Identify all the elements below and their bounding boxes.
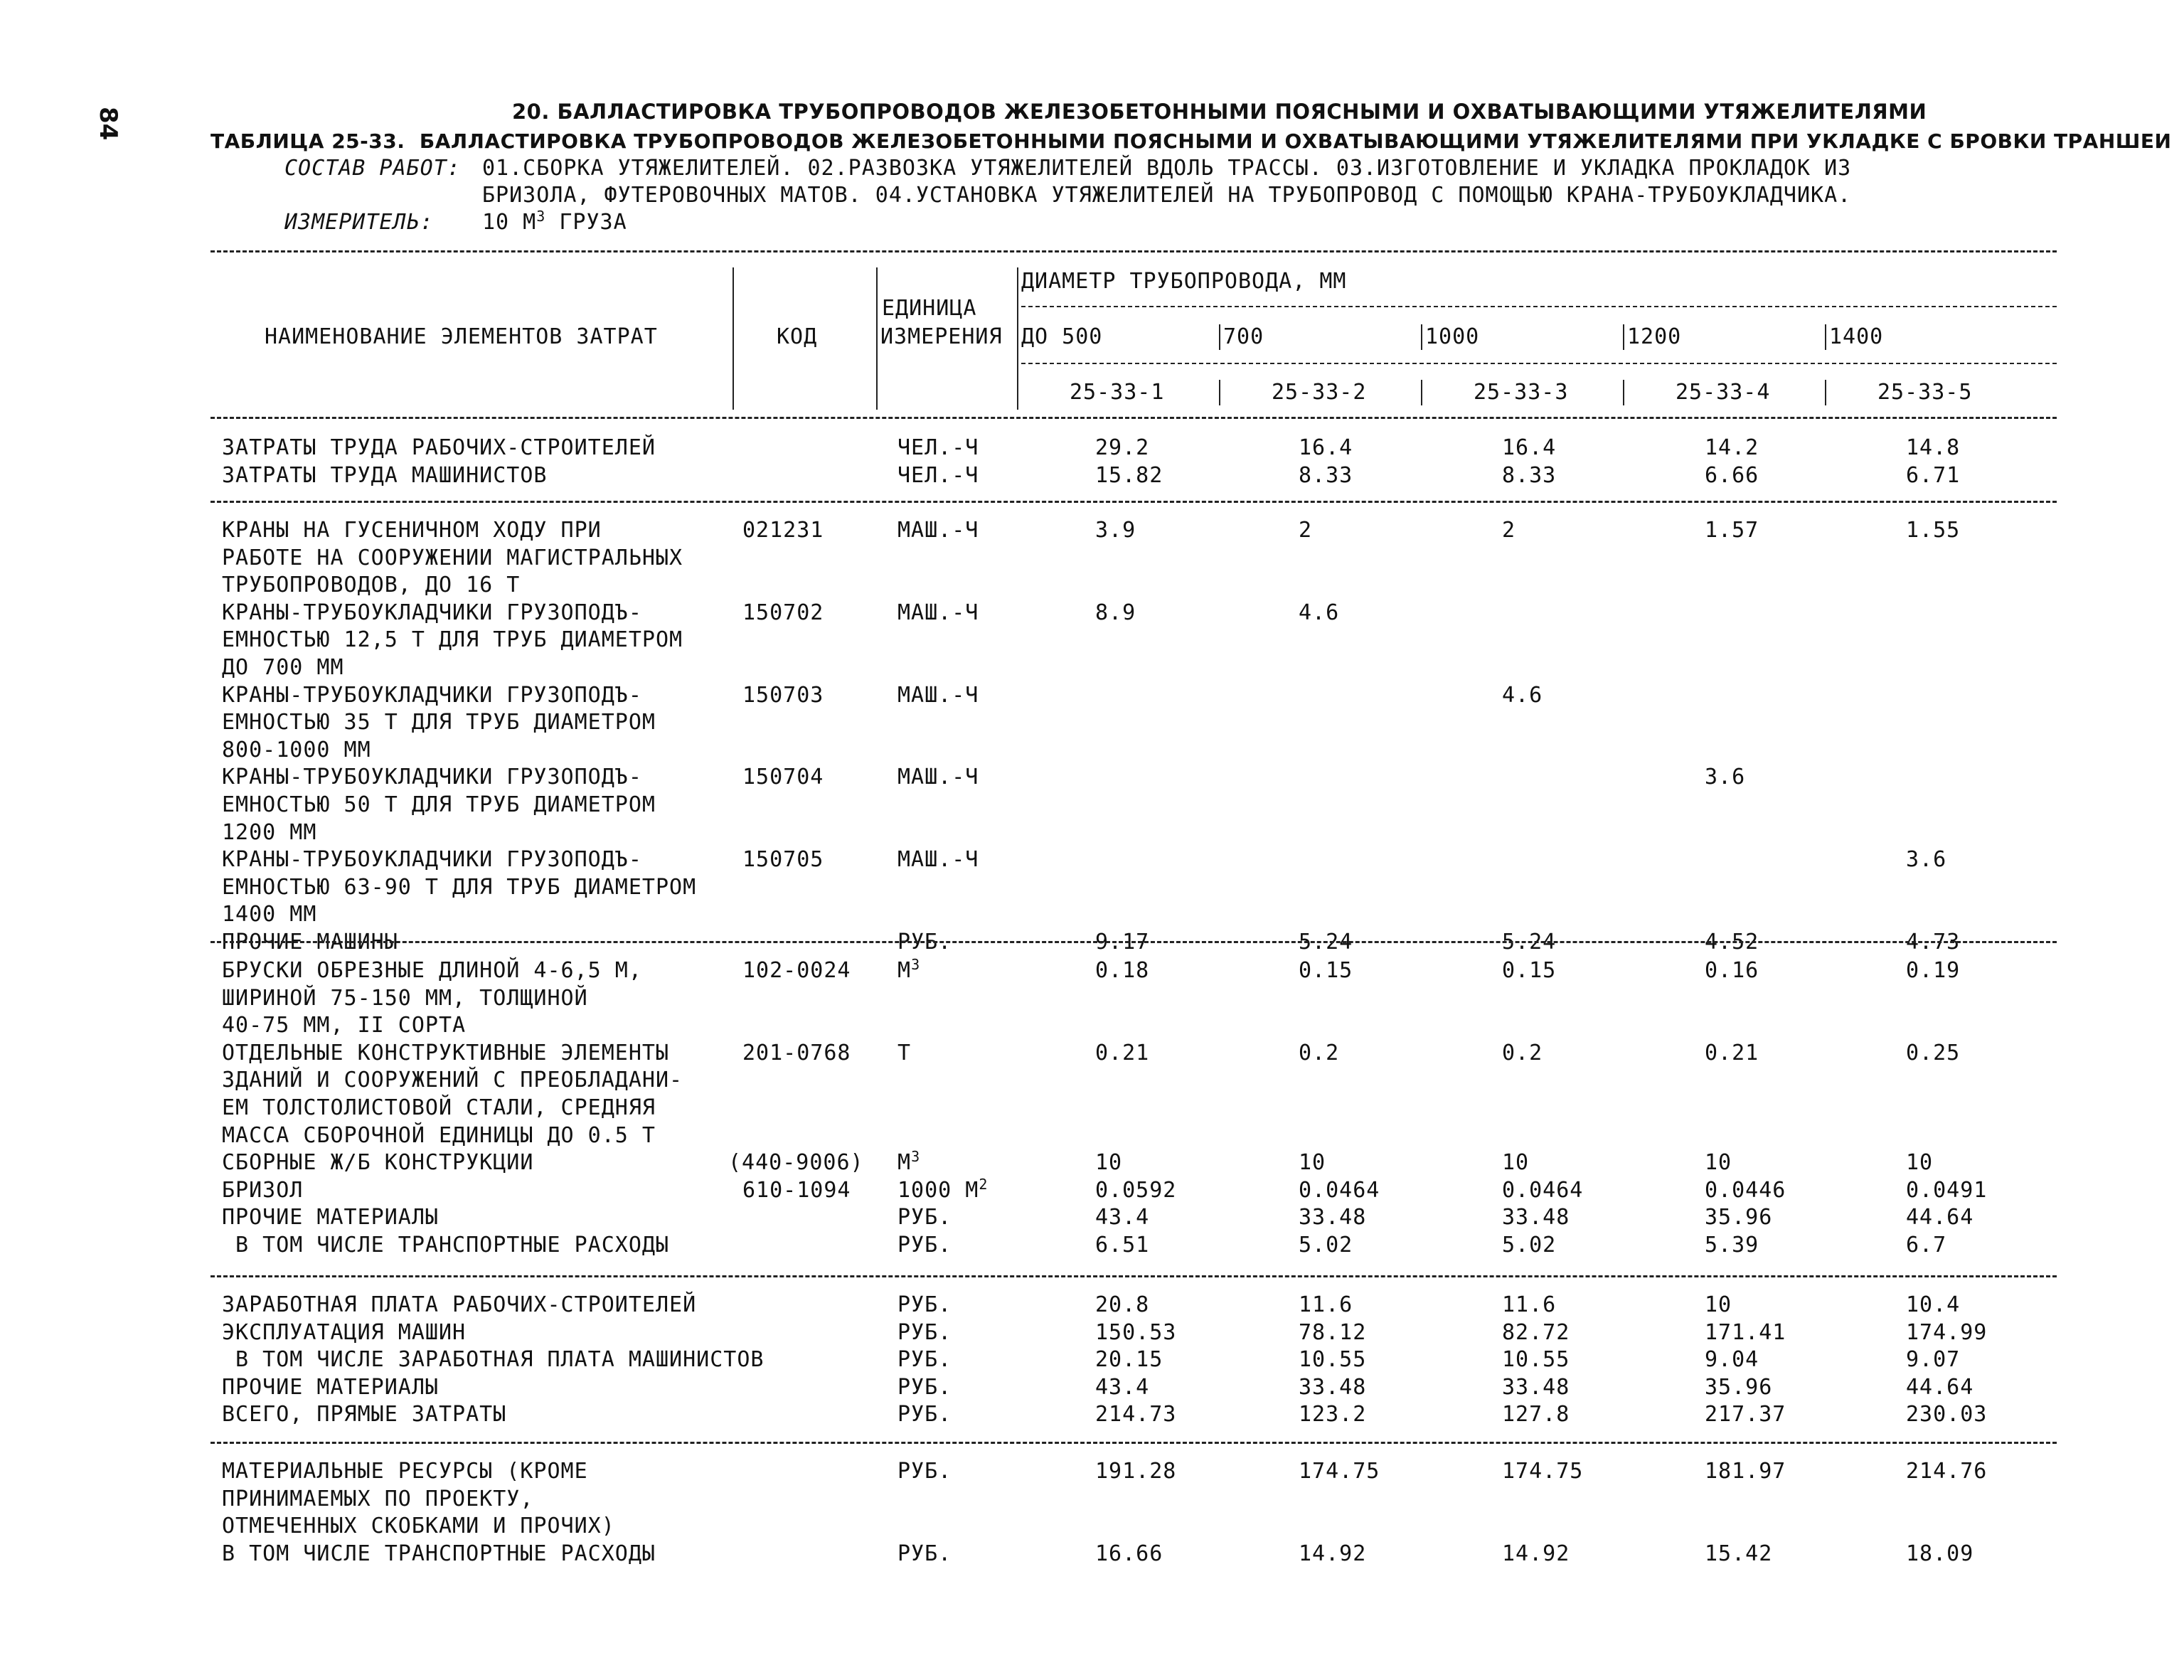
row-value: 16.66 (1095, 1541, 1163, 1566)
row-value: 8.33 (1299, 462, 1353, 488)
header-code-2: 25-33-3 (1474, 380, 1569, 405)
rule-top (211, 250, 2057, 252)
row-value: 10.55 (1502, 1347, 1570, 1373)
row-value: 214.73 (1095, 1402, 1177, 1428)
table-title: ТАБЛИЦА 25-33. БАЛЛАСТИРОВКА ТРУБОПРОВОДОВ ЖЕЛЕЗОБЕТОННЫМИ ПОЯСНЫМИ И ОХВАТЫВАЮЩИМИ УТЯЖЕЛИТЕЛЯМИ ПРИ УКЛАДКЕ С БРОВКИ ТРАНШЕИ (211, 129, 2172, 153)
diameter-divider (1421, 324, 1422, 350)
row-value: 44.64 (1906, 1205, 1974, 1230)
row-code: 102-0024 (742, 958, 851, 983)
row-unit: $М^3$ (897, 956, 921, 983)
row-value: 214.76 (1906, 1459, 1988, 1484)
col-divider-name (733, 267, 734, 410)
row-name: ОТМЕЧЕННЫХ СКОБКАМИ И ПРОЧИХ) (222, 1514, 615, 1539)
row-value: 82.72 (1502, 1319, 1570, 1345)
row-name: ЕМ ТОЛСТОЛИСТОВОЙ СТАЛИ, СРЕДНЯЯ (222, 1095, 656, 1120)
row-name: МАССА СБОРОЧНОЙ ЕДИНИЦЫ ДО 0.5 Т (222, 1122, 656, 1148)
composition-label: СОСТАВ РАБОТ: (284, 156, 461, 181)
code-divider (1623, 380, 1624, 405)
row-value: 0.2 (1299, 1040, 1340, 1065)
row-value: 20.8 (1095, 1292, 1150, 1317)
row-name: КРАНЫ-ТРУБОУКЛАДЧИКИ ГРУЗОПОДЪ- (222, 600, 642, 625)
row-value: 33.48 (1299, 1374, 1367, 1400)
row-value: 0.15 (1502, 958, 1557, 983)
row-value: 11.6 (1299, 1292, 1353, 1317)
row-unit: РУБ. (897, 1233, 952, 1258)
row-value: 5.24 (1502, 930, 1557, 955)
row-value: 6.51 (1095, 1233, 1150, 1258)
group-divider (211, 941, 2057, 943)
row-value: 174.99 (1906, 1319, 1988, 1345)
row-code: 021231 (742, 518, 824, 543)
row-name: ШИРИНОЙ 75-150 ММ, ТОЛЩИНОЙ (222, 985, 588, 1011)
row-value: 10.4 (1906, 1292, 1961, 1317)
header-code-1: 25-33-2 (1272, 380, 1367, 405)
row-value: 171.41 (1705, 1319, 1786, 1345)
row-value: 33.48 (1299, 1205, 1367, 1230)
col-divider-code (876, 267, 878, 410)
row-value: 10 (1502, 1150, 1530, 1176)
header-code: КОД (777, 324, 818, 349)
row-value: 174.75 (1299, 1459, 1380, 1484)
row-unit: МАШ.-Ч (897, 765, 979, 790)
row-code: (440-9006) (728, 1150, 864, 1176)
row-value: 0.18 (1095, 958, 1150, 983)
row-value: 3.6 (1705, 765, 1746, 790)
row-unit: РУБ. (897, 1459, 952, 1484)
row-value: 127.8 (1502, 1402, 1570, 1428)
row-value: 0.2 (1502, 1040, 1543, 1065)
row-value: 43.4 (1095, 1374, 1150, 1400)
row-name: БРИЗОЛ (222, 1177, 304, 1203)
row-name: 1200 ММ (222, 819, 317, 845)
row-value: 4.6 (1299, 600, 1340, 625)
row-value: 8.33 (1502, 462, 1557, 488)
row-value: 5.24 (1299, 930, 1353, 955)
row-value: 0.0464 (1502, 1177, 1584, 1203)
row-value: 9.07 (1906, 1347, 1961, 1373)
row-value: 11.6 (1502, 1292, 1557, 1317)
row-value: 16.4 (1299, 435, 1353, 460)
row-value: 123.2 (1299, 1402, 1367, 1428)
row-name: 40-75 ММ, II СОРТА (222, 1013, 467, 1038)
row-value: 18.09 (1906, 1541, 1974, 1566)
row-value: 35.96 (1705, 1374, 1773, 1400)
row-code: 150704 (742, 765, 824, 790)
row-value: 10 (1299, 1150, 1326, 1176)
row-value: 217.37 (1705, 1402, 1786, 1428)
row-unit: ЧЕЛ.-Ч (897, 462, 979, 488)
row-unit: РУБ. (897, 1402, 952, 1428)
row-name: ЗАРАБОТНАЯ ПЛАТА РАБОЧИХ-СТРОИТЕЛЕЙ (222, 1292, 697, 1317)
row-name: КРАНЫ-ТРУБОУКЛАДЧИКИ ГРУЗОПОДЪ- (222, 765, 642, 790)
diameter-divider (1623, 324, 1624, 350)
row-unit: $М^3$ (897, 1148, 921, 1176)
row-value: 15.82 (1095, 462, 1163, 488)
row-name: ПРОЧИЕ МАТЕРИАЛЫ (222, 1205, 439, 1230)
row-name: БРУСКИ ОБРЕЗНЫЕ ДЛИНОЙ 4-6,5 М, (222, 958, 642, 983)
rule-header-low (1021, 363, 2057, 364)
group-divider (211, 1442, 2057, 1444)
code-divider (1421, 380, 1422, 405)
header-diameter-0: ДО 500 (1021, 324, 1103, 349)
header-code-0: 25-33-1 (1070, 380, 1165, 405)
row-value: 78.12 (1299, 1319, 1367, 1345)
row-unit: РУБ. (897, 1292, 952, 1317)
row-value: 6.7 (1906, 1233, 1947, 1258)
row-code: 150705 (742, 847, 824, 873)
row-value: 33.48 (1502, 1374, 1570, 1400)
group-divider (211, 1275, 2057, 1277)
row-unit: РУБ. (897, 1374, 952, 1400)
header-diameter-2: 1000 (1425, 324, 1480, 349)
row-value: 181.97 (1705, 1459, 1786, 1484)
diameter-divider (1825, 324, 1826, 350)
row-value: 10 (1095, 1150, 1123, 1176)
header-code-4: 25-33-5 (1877, 380, 1973, 405)
row-value: 10 (1705, 1292, 1732, 1317)
row-value: 14.92 (1299, 1541, 1367, 1566)
row-value: 191.28 (1095, 1459, 1177, 1484)
row-name: ТРУБОПРОВОДОВ, ДО 16 Т (222, 573, 521, 598)
row-value: 29.2 (1095, 435, 1150, 460)
row-unit: МАШ.-Ч (897, 847, 979, 873)
row-value: 0.16 (1705, 958, 1759, 983)
code-divider (1219, 380, 1220, 405)
row-value: 10 (1705, 1150, 1732, 1176)
row-name: ПРОЧИЕ МАШИНЫ (222, 930, 398, 955)
row-value: 43.4 (1095, 1205, 1150, 1230)
row-name: В ТОМ ЧИСЛЕ ЗАРАБОТНАЯ ПЛАТА МАШИНИСТОВ (222, 1347, 765, 1373)
section-title: 20. БАЛЛАСТИРОВКА ТРУБОПРОВОДОВ ЖЕЛЕЗОБЕТОННЫМИ ПОЯСНЫМИ И ОХВАТЫВАЮЩИМИ УТЯЖЕЛИТЕЛЯМИ (512, 100, 1927, 124)
row-name: ЕМНОСТЬЮ 63-90 Т ДЛЯ ТРУБ ДИАМЕТРОМ (222, 874, 697, 900)
code-divider (1825, 380, 1826, 405)
row-name: ЭКСПЛУАТАЦИЯ МАШИН (222, 1319, 467, 1345)
row-unit: РУБ. (897, 1319, 952, 1345)
header-unit-line2: ИЗМЕРЕНИЯ (880, 324, 1003, 349)
header-diameter: ДИАМЕТР ТРУБОПРОВОДА, ММ (1021, 269, 1347, 294)
row-value: 10 (1906, 1150, 1934, 1176)
row-code: 201-0768 (742, 1040, 851, 1065)
row-value: 0.0491 (1906, 1177, 1988, 1203)
row-code: 150702 (742, 600, 824, 625)
composition-line-1: 01.СБОРКА УТЯЖЕЛИТЕЛЕЙ. 02.РАЗВОЗКА УТЯЖЕЛИТЕЛЕЙ ВДОЛЬ ТРАССЫ. 03.ИЗГОТОВЛЕНИЕ И УКЛАДКА ПРОКЛАДОК ИЗ (482, 156, 1852, 181)
header-diameter-3: 1200 (1627, 324, 1682, 349)
row-value: 10.55 (1299, 1347, 1367, 1373)
diameter-divider (1219, 324, 1220, 350)
composition-line-2: БРИЗОЛА, ФУТЕРОВОЧНЫХ МАТОВ. 04.УСТАНОВКА УТЯЖЕЛИТЕЛЕЙ НА ТРУБОПРОВОД С ПОМОЩЬЮ КРАНА-ТРУБОУКЛАДЧИКА. (482, 183, 1852, 208)
row-unit: ЧЕЛ.-Ч (897, 435, 979, 460)
row-unit: МАШ.-Ч (897, 518, 979, 543)
row-value: 2 (1502, 518, 1516, 543)
row-name: КРАНЫ-ТРУБОУКЛАДЧИКИ ГРУЗОПОДЪ- (222, 682, 642, 708)
row-value: 0.25 (1906, 1040, 1961, 1065)
row-value: 4.73 (1906, 930, 1961, 955)
row-name: КРАНЫ НА ГУСЕНИЧНОМ ХОДУ ПРИ (222, 518, 602, 543)
row-value: 0.0446 (1705, 1177, 1786, 1203)
row-name: МАТЕРИАЛЬНЫЕ РЕСУРСЫ (КРОМЕ (222, 1459, 588, 1484)
row-name: КРАНЫ-ТРУБОУКЛАДЧИКИ ГРУЗОПОДЪ- (222, 847, 642, 873)
group-divider (211, 501, 2057, 503)
row-unit: 1000 $М^2$ (897, 1175, 989, 1203)
row-unit: Т (897, 1040, 912, 1065)
row-value: 6.66 (1705, 462, 1759, 488)
row-value: 8.9 (1095, 600, 1136, 625)
header-name: НАИМЕНОВАНИЕ ЭЛЕМЕНТОВ ЗАТРАТ (265, 324, 658, 349)
header-diameter-4: 1400 (1829, 324, 1884, 349)
row-value: 3.9 (1095, 518, 1136, 543)
row-value: 1.57 (1705, 518, 1759, 543)
row-value: 0.0464 (1299, 1177, 1380, 1203)
row-value: 0.0592 (1095, 1177, 1177, 1203)
row-value: 5.39 (1705, 1233, 1759, 1258)
row-name: 1400 ММ (222, 902, 317, 927)
row-value: 33.48 (1502, 1205, 1570, 1230)
row-name: ПРОЧИЕ МАТЕРИАЛЫ (222, 1374, 439, 1400)
col-divider-unit (1017, 267, 1018, 410)
page-number: 84 (94, 107, 122, 141)
row-value: 6.71 (1906, 462, 1961, 488)
rule-header-mid (1021, 306, 2057, 307)
row-value: 44.64 (1906, 1374, 1974, 1400)
row-unit: РУБ. (897, 930, 952, 955)
row-name: ЕМНОСТЬЮ 12,5 Т ДЛЯ ТРУБ ДИАМЕТРОМ (222, 627, 683, 653)
row-unit: РУБ. (897, 1541, 952, 1566)
row-value: 174.75 (1502, 1459, 1584, 1484)
header-code-3: 25-33-4 (1676, 380, 1771, 405)
row-value: 9.17 (1095, 930, 1150, 955)
row-value: 20.15 (1095, 1347, 1163, 1373)
row-value: 35.96 (1705, 1205, 1773, 1230)
row-value: 4.52 (1705, 930, 1759, 955)
row-value: 0.19 (1906, 958, 1961, 983)
row-code: 610-1094 (742, 1177, 851, 1203)
row-name: В ТОМ ЧИСЛЕ ТРАНСПОРТНЫЕ РАСХОДЫ (222, 1233, 670, 1258)
row-code: 150703 (742, 682, 824, 708)
header-diameter-1: 700 (1223, 324, 1264, 349)
row-name: ЕМНОСТЬЮ 35 Т ДЛЯ ТРУБ ДИАМЕТРОМ (222, 710, 656, 735)
row-name: 800-1000 ММ (222, 737, 371, 762)
row-name: ЗДАНИЙ И СООРУЖЕНИЙ С ПРЕОБЛАДАНИ- (222, 1068, 683, 1093)
row-value: 5.02 (1502, 1233, 1557, 1258)
row-name: ВСЕГО, ПРЯМЫЕ ЗАТРАТЫ (222, 1402, 507, 1428)
row-name: ПРИНИМАЕМЫХ ПО ПРОЕКТУ, (222, 1486, 534, 1511)
row-unit: РУБ. (897, 1205, 952, 1230)
row-value: 14.8 (1906, 435, 1961, 460)
row-name: ДО 700 ММ (222, 655, 344, 680)
row-value: 15.42 (1705, 1541, 1773, 1566)
row-value: 14.92 (1502, 1541, 1570, 1566)
row-value: 1.55 (1906, 518, 1961, 543)
row-value: 16.4 (1502, 435, 1557, 460)
header-unit-line1: ЕДИНИЦА (882, 296, 977, 321)
row-value: 14.2 (1705, 435, 1759, 460)
row-name: РАБОТЕ НА СООРУЖЕНИИ МАГИСТРАЛЬНЫХ (222, 545, 683, 570)
row-name: ОТДЕЛЬНЫЕ КОНСТРУКТИВНЫЕ ЭЛЕМЕНТЫ (222, 1040, 670, 1065)
row-name: В ТОМ ЧИСЛЕ ТРАНСПОРТНЫЕ РАСХОДЫ (222, 1541, 656, 1566)
row-name: ЗАТРАТЫ ТРУДА РАБОЧИХ-СТРОИТЕЛЕЙ (222, 435, 656, 460)
rule-header-bottom (211, 417, 2057, 419)
row-name: ЗАТРАТЫ ТРУДА МАШИНИСТОВ (222, 462, 548, 488)
row-name: ЕМНОСТЬЮ 50 Т ДЛЯ ТРУБ ДИАМЕТРОМ (222, 792, 656, 817)
row-unit: МАШ.-Ч (897, 600, 979, 625)
row-name: СБОРНЫЕ Ж/Б КОНСТРУКЦИИ (222, 1150, 534, 1176)
measure-label: ИЗМЕРИТЕЛЬ: (284, 210, 434, 235)
row-value: 3.6 (1906, 847, 1947, 873)
row-value: 5.02 (1299, 1233, 1353, 1258)
row-value: 0.21 (1095, 1040, 1150, 1065)
row-unit: МАШ.-Ч (897, 682, 979, 708)
row-value: 0.15 (1299, 958, 1353, 983)
row-value: 0.21 (1705, 1040, 1759, 1065)
row-unit: РУБ. (897, 1347, 952, 1373)
row-value: 9.04 (1705, 1347, 1759, 1373)
measure-value: 10 $М^3$ ГРУЗА (482, 208, 627, 235)
row-value: 150.53 (1095, 1319, 1177, 1345)
row-value: 2 (1299, 518, 1313, 543)
row-value: 4.6 (1502, 682, 1543, 708)
row-value: 230.03 (1906, 1402, 1988, 1428)
